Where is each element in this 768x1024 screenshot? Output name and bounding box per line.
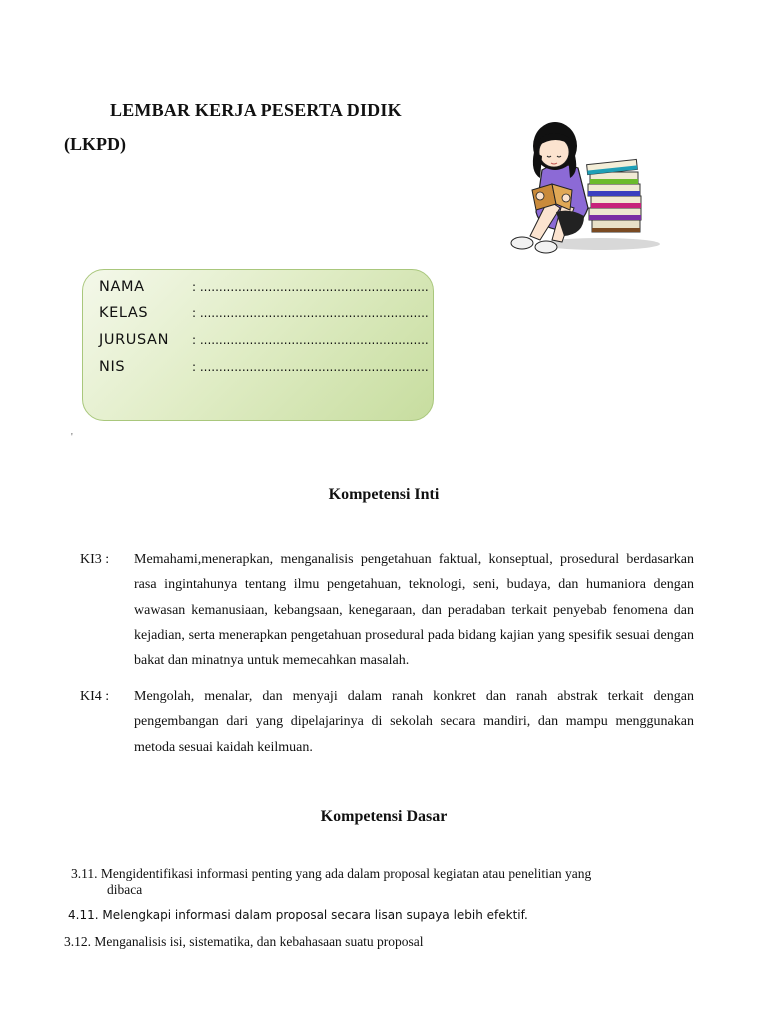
- nama-row: [99, 279, 429, 295]
- kelas-label: KELAS: [99, 305, 149, 321]
- nis-label: NIS: [99, 359, 126, 375]
- book-stack-icon: [587, 159, 641, 232]
- jurusan-field[interactable]: : ............................................................: [192, 333, 429, 347]
- kd-text-continuation: dibaca: [107, 882, 143, 897]
- kd-text: Menganalisis isi, sistematika, dan kebahasaan suatu proposal: [94, 934, 424, 949]
- jurusan-label: JURUSAN: [99, 332, 170, 348]
- kelas-field[interactable]: : ............................................................: [192, 306, 429, 320]
- document-title-abbrev: (LKPD): [64, 134, 126, 154]
- kd-number: 3.12.: [64, 934, 91, 949]
- ki3-text: Memahami,menerapkan, menganalisis pengetahuan faktual, konseptual, prosedural berdasarkan rasa ingintahunya tentang ilmu pengetahuan, teknologi, seni, budaya, dan humaniora dengan wawasan kemanusiaan, kebangsaan, kenegaraan, dan peradaban terkait penyebab fenomena dan kejadian, serta menerapkan pengetahuan prosedural pada bidang kajian yang spesifik sesuai dengan bakat dan minatnya untuk memecahkan masalah.: [134, 552, 694, 669]
- kompetensi-dasar-heading: Kompetensi Dasar: [320, 808, 448, 825]
- kelas-row: [99, 305, 429, 321]
- ki4-text: Mengolah, menalar, dan menyaji dalam ranah konkret dan ranah abstrak terkait dengan pengembangan dari yang dipelajarinya di sekolah secara mandiri, dan mampu menggunakan metoda sesuai kaidah keilmuan.: [134, 689, 694, 755]
- kd-number: 4.11.: [68, 908, 99, 922]
- nis-field[interactable]: : ............................................................: [192, 360, 429, 374]
- girl-reading-illustration: [500, 112, 665, 262]
- stray-mark: ': [71, 432, 73, 443]
- ki3-code: KI3 :: [80, 552, 110, 567]
- ki4-code: KI4 :: [80, 689, 110, 704]
- document-title: LEMBAR KERJA PESERTA DIDIK: [110, 100, 402, 120]
- ki3-item: [80, 547, 694, 673]
- kd-item: [64, 934, 424, 950]
- kd-item: [71, 866, 711, 898]
- ki4-item: [80, 684, 694, 760]
- kd-text: Melengkapi informasi dalam proposal secara lisan supaya lebih efektif.: [102, 908, 528, 922]
- kompetensi-inti-heading: Kompetensi Inti: [328, 486, 440, 503]
- kd-item: [68, 908, 528, 922]
- kd-text: Mengidentifikasi informasi penting yang ada dalam proposal kegiatan atau penelitian yang: [100, 866, 592, 881]
- nama-label: NAMA: [99, 279, 145, 295]
- student-identity-box: [82, 269, 434, 421]
- jurusan-row: [99, 332, 429, 348]
- nama-field[interactable]: : ............................................................: [192, 280, 429, 294]
- kd-number: 3.11.: [71, 866, 98, 881]
- nis-row: [99, 359, 429, 375]
